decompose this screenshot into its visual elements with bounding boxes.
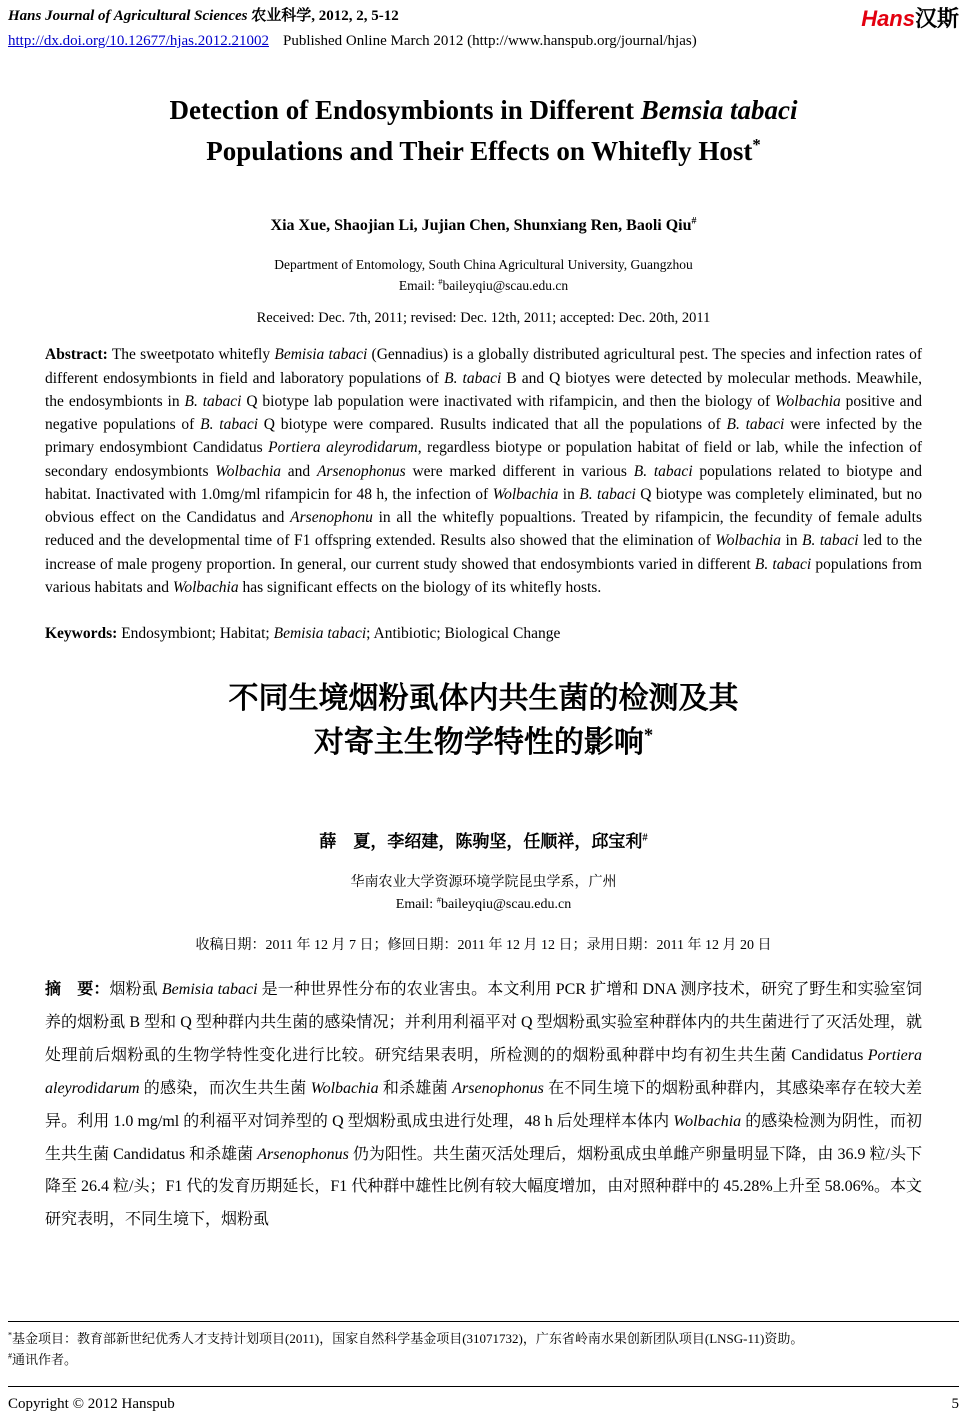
abstract-chinese: 摘 要：烟粉虱 Bemisia tabaci 是一种世界性分布的农业害虫。本文利用 PCR 扩增和 DNA 测序技术，研究了野生和实验室饲养的烟粉虱 B 型和 Q 型种群内共生菌的感染情况；并利用利福平对 Q 型烟粉虱实验室种群体内的共生菌进行了灭活处理，就处理前后烟粉虱的生物学特性变化进行比较。研究结果表明，所检测的的烟粉虱种群中均有初生共生菌 Candidatus Portiera aleyrodidarum 的感染，而次生共生菌 Wolbachia 和杀雄菌 Arsenophonus 在不同生境下的烟粉虱种群内，其感染率存在较大差异。利用 1.0 mg/ml 的利福平对饲养型的 Q 型烟粉虱成虫进行处理，48 h 后处理样本体内 Wolbachia 的感染检测为阴性，而初生共生菌 Candidatus 和杀雄菌 Arsenophonus 仍为阳性。共生菌灭活处理后，烟粉虱成虫单雌产卵量明显下降，由 36.9 粒/头下降至 26.4 粒/头；F1 代的发育历期延长，F1 代种群中雄性比例有较大幅度增加，由对照种群中的 45.28%上升至 58.06%。本文研究表明，不同生境下，烟粉虱: [45, 980, 922, 1229]
received-dates-english: Received: Dec. 7th, 2011; revised: Dec. 12th, 2011; accepted: Dec. 20th, 2011: [256, 310, 711, 327]
article-title-chinese-line2: 对寄主生物学特性的影响*: [313, 725, 654, 760]
footnote: [8, 1321, 959, 1371]
article-content: [45, 90, 922, 1237]
hans-logo: [861, 6, 959, 30]
affiliation-department: Department of Entomology, South China Agricultural University, Guangzhou: [274, 256, 693, 272]
page-number: 5: [951, 1396, 959, 1412]
article-title-line1: Detection of Endosymbionts in Different Bemsia tabaci: [169, 95, 798, 125]
journal-header: [8, 6, 959, 50]
hans-logo-latin: Hans: [861, 6, 915, 31]
article-title-chinese: [45, 677, 922, 765]
received-dates-chinese: 收稿日期：2011 年 12 月 7 日；修回日期：2011 年 12 月 12 日；录用日期：2011 年 12 月 20 日: [195, 937, 772, 953]
affiliation-chinese-department: 华南农业大学资源环境学院昆虫学系，广州: [350, 875, 617, 891]
footnote-corresponding-author: #通讯作者。: [8, 1351, 78, 1368]
article-title-chinese-line1: 不同生境烟粉虱体内共生菌的检测及其: [228, 682, 739, 716]
page-footer: [8, 1386, 959, 1413]
doi-line: [8, 33, 959, 50]
affiliation-english: [45, 255, 922, 297]
abstract-english: Abstract: The sweetpotato whitefly Bemisia tabaci (Gennadius) is a globally distributed agricultural pest. The species and infection rates of different endosymbionts in field and laboratory populations of B. tabaci B and Q biotyes were detected by molecular methods. Meawhile, the endosymbionts in B. tabaci Q biotype lab population were inactivated with rifampicin, and then the biology of Wolbachia positive and negative populations of B. tabaci Q biotype were compared. Rusults indicated that all the populations of B. tabaci were infected by the primary endosymbiont Candidatus Portiera aleyrodidarum, regardless biotype or population habitat of field or lab, while the infection of secondary endosymbionts Wolbachia and Arsenophonus were marked different in various B. tabaci populations related to biotype and habitat. Inactivated with 1.0mg/ml rifampicin for 48 h, the infection of Wolbachia in B. tabaci Q biotype was completely eliminated, but no obvious effect on the Candidatus and Arsenophonu in all the whitefly popualtions. Treated by rifampicin, the fecundity of female adults reduced and the developmental time of F1 offspring extended. Results also showed that the elimination of Wolbachia in B. tabaci led to the increase of male progeny proportion. In general, our current study showed that endosymbionts varied in different B. tabaci populations from various habitats and Wolbachia has significant effects on the biology of its whitefly hosts.: [45, 346, 922, 596]
keywords-english: Keywords: Endosymbiont; Habitat; Bemisia tabaci; Antibiotic; Biological Change: [45, 625, 561, 643]
affiliation-chinese-email: Email: #baileyqiu@scau.edu.cn: [395, 894, 572, 913]
article-title-line2: Populations and Their Effects on Whitefly Host*: [206, 134, 761, 166]
journal-title: Hans Journal of Agricultural Sciences 农业科学, 2012, 2, 5-12: [8, 8, 399, 24]
footnote-funding: *基金项目：教育部新世纪优秀人才支持计划项目(2011)，国家自然科学基金项目(31071732)，广东省岭南水果创新团队项目(LNSG-11)资助。: [8, 1331, 804, 1347]
hans-logo-chinese: 汉斯: [914, 6, 959, 31]
affiliation-chinese: [45, 872, 922, 915]
article-title: [45, 90, 922, 171]
copyright-text: Copyright © 2012 Hanspub: [8, 1396, 175, 1412]
published-info: Published Online March 2012 (http://www.hanspub.org/journal/hjas): [282, 33, 697, 49]
doi-link[interactable]: http://dx.doi.org/10.12677/hjas.2012.21002: [8, 33, 269, 49]
authors-chinese: 薛 夏，李绍建，陈驹坚，任顺祥，邱宝利#: [319, 832, 648, 852]
authors-english: Xia Xue, Shaojian Li, Jujian Chen, Shunxiang Ren, Baoli Qiu#: [270, 215, 697, 234]
affiliation-email: Email: #baileyqiu@scau.edu.cn: [398, 277, 569, 293]
